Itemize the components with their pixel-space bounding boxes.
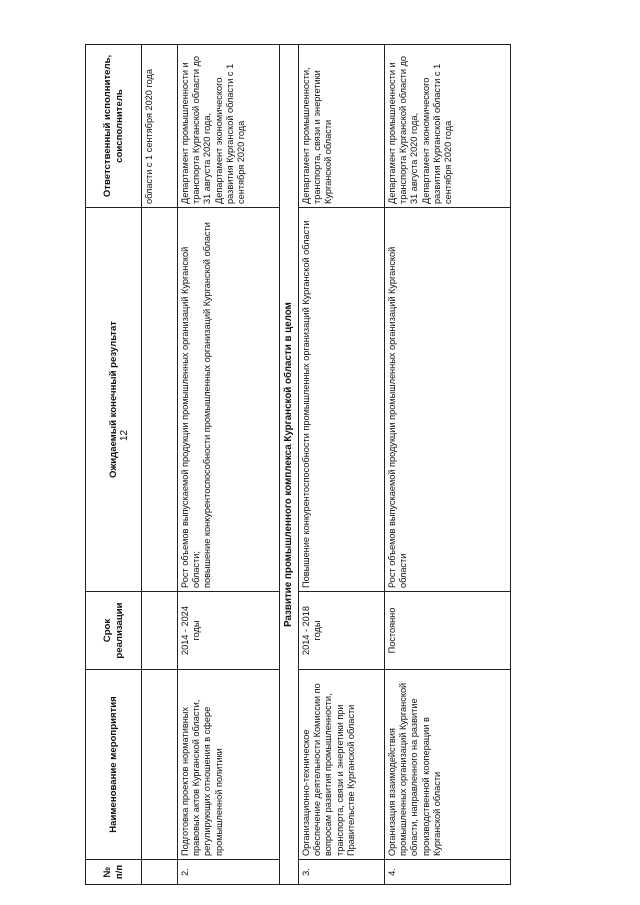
table-row-continuation xyxy=(142,45,178,885)
rotated-page xyxy=(85,45,573,885)
row2-result: Рост объемов выпускаемой продукции промышленных организаций Курганской области; повышение конкурентоспособности промышленных организаций Курганской области xyxy=(178,208,280,592)
row3-num: 3. xyxy=(298,860,384,885)
row3-result: Повышение конкурентоспособности промышленных организаций Курганской области xyxy=(298,208,384,592)
row2-name: Подготовка проектов нормативных правовых актов Курганской области, регулирующих отношения в сфере промышленной политики xyxy=(178,670,280,860)
row3-term: 2014 - 2018 годы xyxy=(298,592,384,670)
section-row xyxy=(280,45,299,885)
header-name: Наименование мероприятия xyxy=(86,670,142,860)
header-responsible: Ответственный исполнитель, соисполнитель xyxy=(86,45,142,208)
section-title: Развитие промышленного комплекса Курганской области в целом xyxy=(280,45,299,885)
header-num: № п/п xyxy=(86,860,142,885)
row4-responsible: Департамент промышленности и транспорта Курганской области до 31 августа 2020 года, Департамент экономического развития Курганской области с 1 сентября 2020 года xyxy=(384,45,510,208)
row2-responsible: Департамент промышленности и транспорта Курганской области до 31 августа 2020 года, Департамент экономического развития Курганской области с 1 сентября 2020 года xyxy=(178,45,280,208)
row3-name: Организационно-техническое обеспечение деятельности Комиссии по вопросам развития промышленности, транспорта, связи и энергетики при Правительстве Курганской области xyxy=(298,670,384,860)
table-row-3 xyxy=(298,45,384,885)
row4-term: Постоянно xyxy=(384,592,510,670)
row3-responsible: Департамент промышленности, транспорта, связи и энергетики Курганской области xyxy=(298,45,384,208)
row4-result: Рост объемов выпускаемой продукции промышленных организаций Курганской области xyxy=(384,208,510,592)
table-header-row xyxy=(86,45,142,885)
header-result: Ожидаемый конечный результат xyxy=(86,208,142,592)
header-term: Срок реализации xyxy=(86,592,142,670)
row4-num: 4. xyxy=(384,860,510,885)
page-number: 12 xyxy=(119,429,130,441)
row2-num: 2. xyxy=(178,860,280,885)
measures-table xyxy=(85,44,511,885)
continuation-responsible: области с 1 сентября 2020 года xyxy=(142,45,178,208)
row4-name: Организация взаимодействия промышленных организаций Курганской области, направленного на развитие производственной кооперации в Курганской области xyxy=(384,670,510,860)
table-row-4 xyxy=(384,45,510,885)
row2-term: 2014 - 2024 годы xyxy=(178,592,280,670)
table-row-2 xyxy=(178,45,280,885)
